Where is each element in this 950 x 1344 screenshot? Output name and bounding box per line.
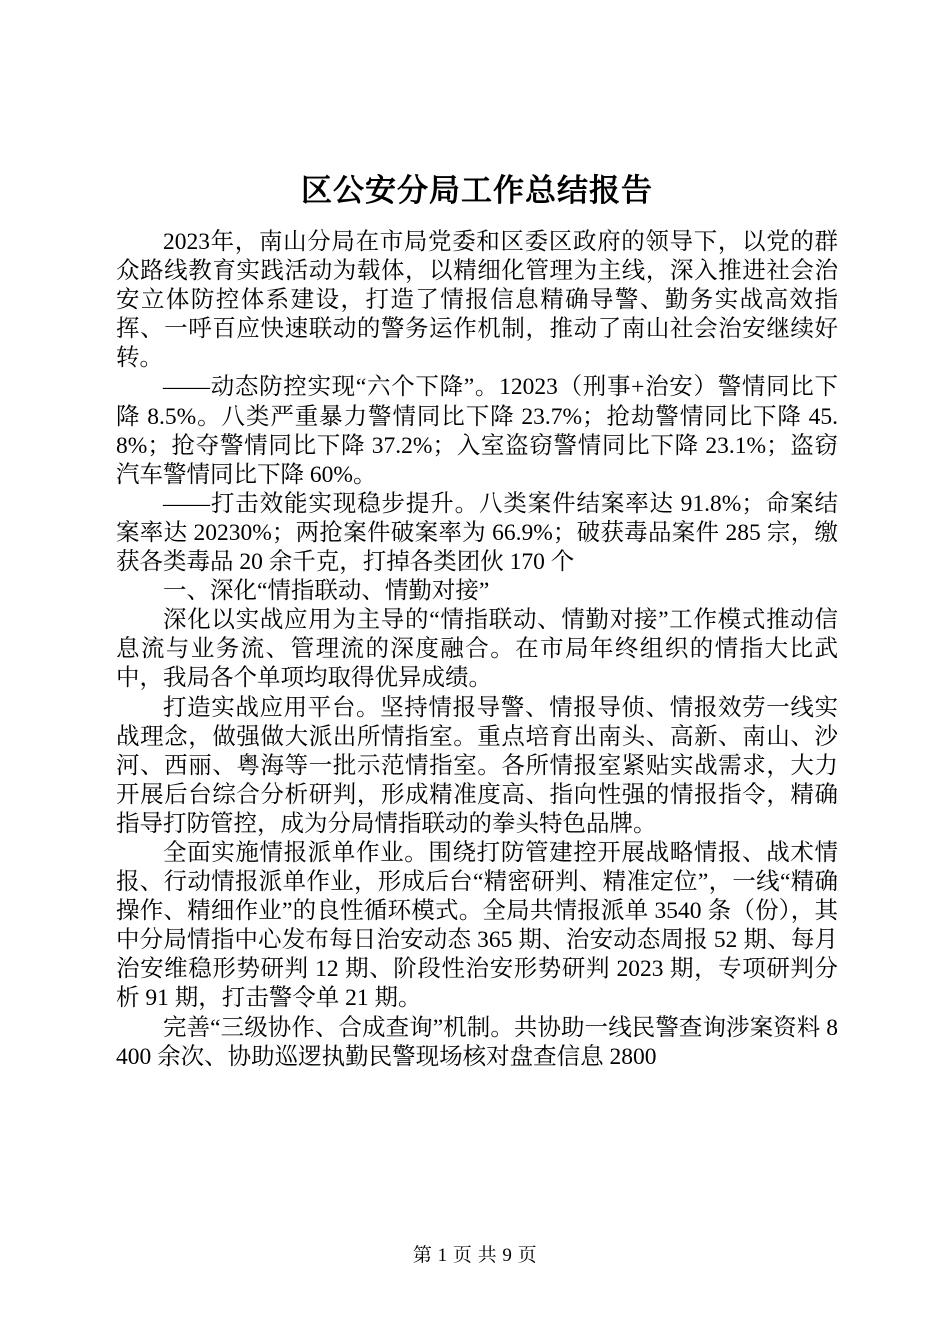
paragraph-section-one-body: 深化以实战应用为主导的“情指联动、情勤对接”工作模式推动信息流与业务流、管理流的深度融合。在市局年终组织的情指大比武中，我局各个单项均取得优异成绩。 [116, 607, 838, 692]
page-number-label: 第 1 页 共 9 页 [412, 1245, 538, 1266]
paragraph-six-declines: ——动态防控实现“六个下降”。12023（刑事+治安）警情同比下降 8.5%。八类严重暴力警情同比下降 23.7%；抢劫警情同比下降 45.8%；抢夺警情同比下降 37.2%；入室盗窃警情同比下降 23.1%；盗窃汽车警情同比下降 60%。 [116, 374, 838, 488]
paragraph-three-level-mechanism: 完善“三级协作、合成查询”机制。共协助一线民警查询涉案资料 8400 余次、协助巡逻执勤民警现场核对盘查信息 2800 [116, 1014, 838, 1070]
page-title: 区公安分局工作总结报告 [301, 173, 653, 208]
paragraph-strike-efficiency: ——打击效能实现稳步提升。八类案件结案率达 91.8%；命案结案率达 20230%；两抢案件破案率为 66.9%；破获毒品案件 285 宗，缴获各类毒品 20 余千克，打掉各类团伙 170 个 [116, 490, 838, 576]
paragraph-intro: 2023年，南山分局在市局党委和区委区政府的领导下，以党的群众路线教育实践活动为载体，以精细化管理为主线，深入推进社会治安立体防控体系建设，打造了情报信息精确导警、勤务实战高效指挥、一呼百应快速联动的警务运作机制，推动了南山社会治安继续好转。 [116, 229, 838, 372]
heading-section-one: 一、深化“情指联动、情勤对接” [163, 578, 490, 605]
paragraph-combat-platform: 打造实战应用平台。坚持情报导警、情报导侦、情报效劳一线实战理念，做强做大派出所情指室。重点培育出南头、高新、南山、沙河、西丽、粤海等一批示范情指室。各所情报室紧贴实战需求，大力开展后台综合分析研判，形成精准度高、指向性强的情报指令，精确指导打防管控，成为分局情指联动的拳头特色品牌。 [116, 694, 838, 837]
paragraph-intel-dispatch: 全面实施情报派单作业。围绕打防管建控开展战略情报、战术情报、行动情报派单作业，形成后台“精密研判、精准定位”，一线“精确操作、精细作业”的良性循环模式。全局共情报派单 3540 条（份），其中分局情指中心发布每日治安动态 365 期、治安动态周报 52 期、每月治安维稳形势研判 12 期、阶段性治安形势研判 2023 期，专项研判分析 91 期，打击警令单 21 期。 [116, 839, 838, 1012]
page-footer [0, 1243, 950, 1269]
document-body [116, 168, 838, 1072]
